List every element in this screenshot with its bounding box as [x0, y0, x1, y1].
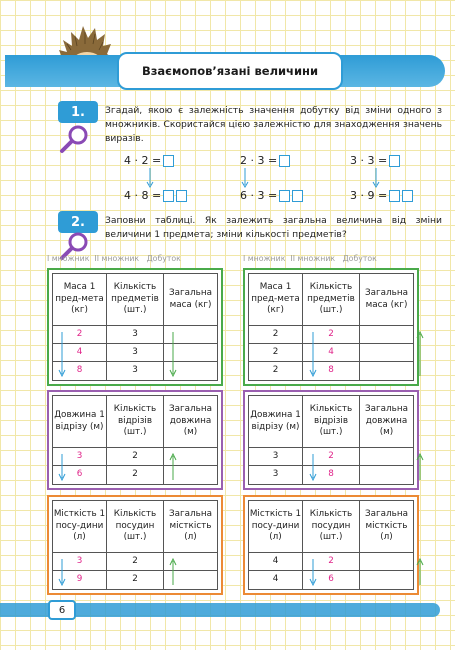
answer-cell[interactable] [360, 326, 413, 344]
expression-1-bottom: 4 · 8 = [124, 189, 187, 202]
task-2-text: Заповни таблиці. Як залежить загальна величина від зміни величини 1 предмета; зміни кількості предметів? [105, 215, 442, 240]
value-cell: 4 [303, 344, 360, 362]
answer-box[interactable] [279, 190, 290, 202]
answer-box[interactable] [163, 190, 174, 202]
value-cell: 3 [107, 362, 164, 380]
down-arrow-icon [372, 168, 380, 188]
up-arrow-icon [169, 557, 177, 587]
value-cell: 4 [249, 553, 303, 571]
answer-box[interactable] [176, 190, 187, 202]
value-cell: 6 [53, 466, 107, 484]
expression-3-top: 3 · 3 = [350, 154, 400, 167]
down-arrow-icon [146, 168, 154, 188]
up-arrow-icon [416, 452, 424, 482]
up-arrow-icon [169, 452, 177, 482]
value-cell: 2 [107, 571, 164, 589]
value-cell: 2 [303, 326, 360, 344]
header-cell: Загальна маса (кг) [164, 274, 217, 326]
header-cell: Довжина 1 відрізу (м) [53, 396, 107, 448]
header-cell: Загальна довжина (м) [360, 396, 413, 448]
task-1-number: 1. [58, 101, 98, 123]
header-cell: Кількість відрізів (шт.) [303, 396, 360, 448]
header-cell: Місткість 1 посу-дини (л) [53, 501, 107, 553]
header-cell: Загальна місткість (л) [164, 501, 217, 553]
down-arrow-icon [58, 330, 66, 378]
down-arrow-icon [58, 557, 66, 587]
value-cell: 2 [107, 466, 164, 484]
value-cell: 3 [249, 466, 303, 484]
down-arrow-icon [241, 168, 249, 188]
header-cell: Загальна маса (кг) [360, 274, 413, 326]
up-arrow-icon [416, 330, 424, 378]
length-table-left [47, 390, 223, 490]
down-arrow-icon [58, 452, 66, 482]
answer-cell[interactable] [360, 344, 413, 362]
header-cell: Кількість предметів (шт.) [107, 274, 164, 326]
header-cell: Кількість предметів (шт.) [303, 274, 360, 326]
value-cell: 2 [249, 362, 303, 380]
header-cell: Кількість посудин (шт.) [303, 501, 360, 553]
header-cell: Довжина 1 відрізу (м) [249, 396, 303, 448]
down-arrow-icon [309, 557, 317, 587]
value-cell: 2 [107, 448, 164, 466]
value-cell: 2 [107, 553, 164, 571]
expression-1-top: 4 · 2 = [124, 154, 174, 167]
answer-cell[interactable] [360, 571, 413, 589]
value-cell: 3 [107, 344, 164, 362]
header-cell: Загальна довжина (м) [164, 396, 217, 448]
value-cell: 8 [303, 362, 360, 380]
length-table-right [243, 390, 419, 490]
down-arrow-icon [309, 452, 317, 482]
header-cell: Кількість посудин (шт.) [107, 501, 164, 553]
value-cell: 9 [53, 571, 107, 589]
header-cell: Маса 1 пред-мета (кг) [249, 274, 303, 326]
value-cell: 2 [303, 448, 360, 466]
value-cell: 8 [303, 466, 360, 484]
expression-2-bottom: 6 · 3 = [240, 189, 303, 202]
value-cell: 2 [53, 326, 107, 344]
answer-cell[interactable] [360, 466, 413, 484]
value-cell: 3 [249, 448, 303, 466]
magnifier-icon [58, 124, 92, 154]
value-cell: 3 [53, 553, 107, 571]
task-2-number: 2. [58, 211, 98, 233]
down-arrow-icon [169, 330, 177, 378]
value-cell: 2 [303, 553, 360, 571]
answer-cell[interactable] [360, 553, 413, 571]
header-cell: Кількість відрізів (шт.) [107, 396, 164, 448]
capacity-table-right [243, 495, 419, 595]
page-title: Взаємопов’язані величини [117, 52, 343, 90]
value-cell: 6 [303, 571, 360, 589]
task-1-text: Згадай, якою є залежність значення добутку від зміни одного з множників. Скористайся цією залежністю для знаходження значень виразів. [105, 105, 442, 144]
header-cell: Місткість 1 посу-дини (л) [249, 501, 303, 553]
page-number: 6 [48, 600, 76, 620]
answer-box[interactable] [163, 155, 174, 167]
header-cell: Загальна місткість (л) [360, 501, 413, 553]
answer-box[interactable] [279, 155, 290, 167]
answer-cell[interactable] [360, 448, 413, 466]
answer-box[interactable] [389, 155, 400, 167]
answer-box[interactable] [292, 190, 303, 202]
value-cell: 3 [53, 448, 107, 466]
mass-table-right [243, 268, 419, 386]
answer-box[interactable] [402, 190, 413, 202]
value-cell: 4 [53, 344, 107, 362]
expression-3-bottom: 3 · 9 = [350, 189, 413, 202]
expression-2-top: 2 · 3 = [240, 154, 290, 167]
answer-box[interactable] [389, 190, 400, 202]
header-cell: Маса 1 пред-мета (кг) [53, 274, 107, 326]
mass-table-left [47, 268, 223, 386]
up-arrow-icon [416, 557, 424, 587]
value-cell: 2 [249, 326, 303, 344]
value-cell: 4 [249, 571, 303, 589]
column-labels-right: I множник II множник Добуток [243, 254, 377, 263]
value-cell: 2 [249, 344, 303, 362]
value-cell: 3 [107, 326, 164, 344]
answer-cell[interactable] [360, 362, 413, 380]
value-cell: 8 [53, 362, 107, 380]
down-arrow-icon [309, 330, 317, 378]
capacity-table-left [47, 495, 223, 595]
column-labels-left: I множник II множник Добуток [47, 254, 181, 263]
